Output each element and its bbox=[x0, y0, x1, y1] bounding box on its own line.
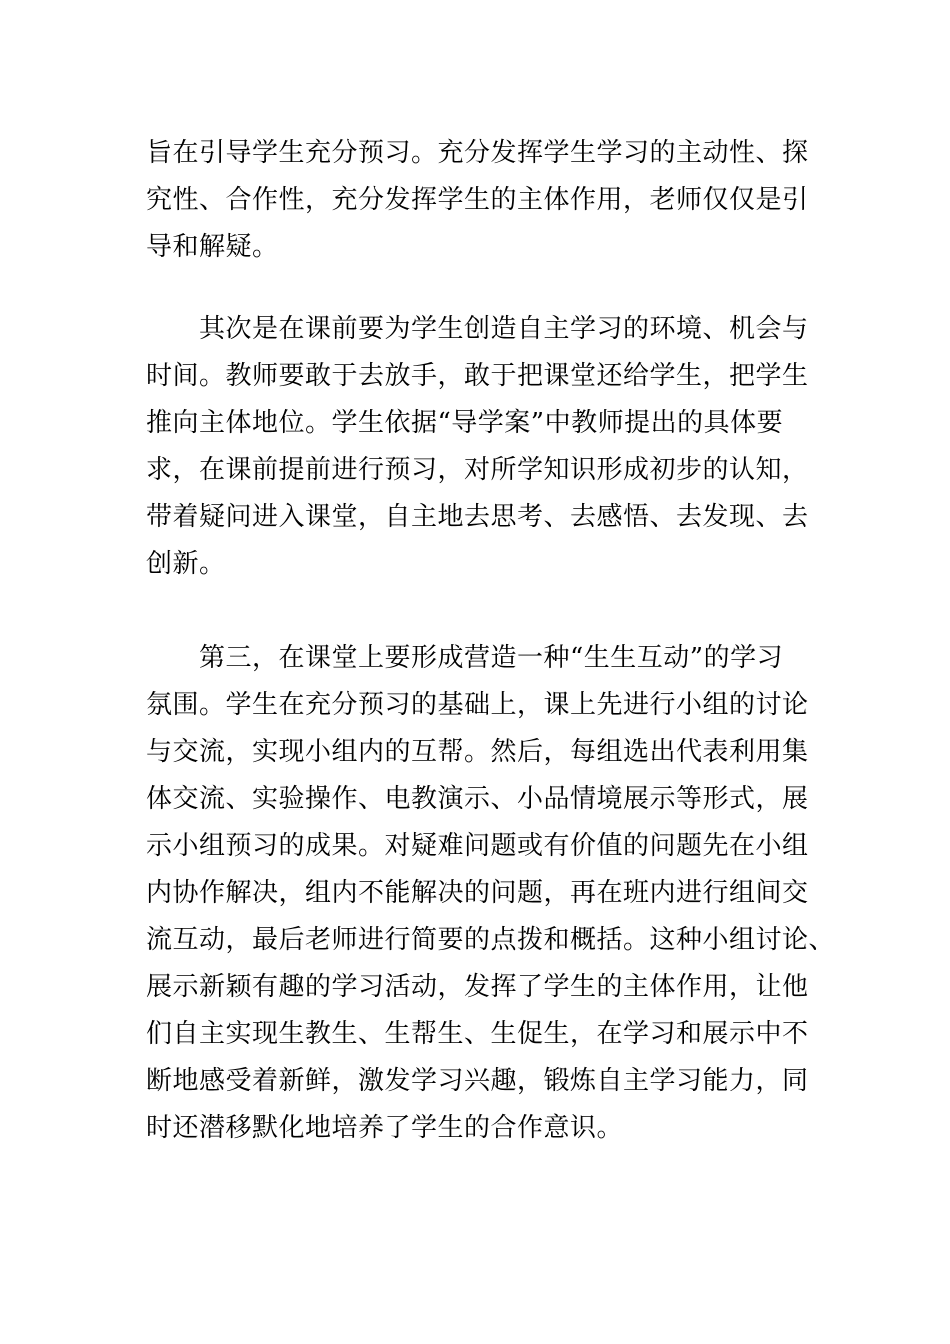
text-line: 导和解疑。 bbox=[146, 232, 279, 262]
text-line: 时还潜移默化地培养了学生的合作意识。 bbox=[146, 1113, 624, 1143]
text-line: 展示新颖有趣的学习活动，发挥了学生的主体作用，让他 bbox=[146, 972, 809, 1002]
text-line: 推向主体地位。学生依据“导学案”中教师提出的具体要 bbox=[146, 408, 784, 438]
paragraph-3 bbox=[146, 635, 835, 1152]
text-line: 求，在课前提前进行预习，对所学知识形成初步的认知， bbox=[146, 455, 809, 485]
text-line: 创新。 bbox=[146, 549, 226, 579]
text-line: 内协作解决，组内不能解决的问题，再在班内进行组间交 bbox=[146, 878, 809, 908]
text-line: 其次是在课前要为学生创造自主学习的环境、机会与 bbox=[146, 314, 809, 344]
text-line: 体交流、实验操作、电教演示、小品情境展示等形式，展 bbox=[146, 784, 809, 814]
text-line: 氛围。学生在充分预习的基础上，课上先进行小组的讨论 bbox=[146, 690, 809, 720]
text-line: 示小组预习的成果。对疑难问题或有价值的问题先在小组 bbox=[146, 831, 809, 861]
paragraph-1 bbox=[146, 130, 809, 271]
text-line: 第三，在课堂上要形成营造一种“生生互动”的学习 bbox=[146, 643, 784, 673]
text-line: 究性、合作性，充分发挥学生的主体作用，老师仅仅是引 bbox=[146, 185, 809, 215]
text-line: 断地感受着新鲜，激发学习兴趣，锻炼自主学习能力，同 bbox=[146, 1066, 809, 1096]
text-line: 与交流，实现小组内的互帮。然后，每组选出代表利用集 bbox=[146, 737, 809, 767]
text-line: 时间。教师要敢于去放手，敢于把课堂还给学生，把学生 bbox=[146, 361, 809, 391]
text-line: 流互动，最后老师进行简要的点拨和概括。这种小组讨论、 bbox=[146, 925, 836, 955]
text-line: 们自主实现生教生、生帮生、生促生，在学习和展示中不 bbox=[146, 1019, 809, 1049]
paragraph-2 bbox=[146, 306, 809, 588]
text-line: 旨在引导学生充分预习。充分发挥学生学习的主动性、探 bbox=[146, 138, 809, 168]
text-line: 带着疑问进入课堂，自主地去思考、去感悟、去发现、去 bbox=[146, 502, 809, 532]
